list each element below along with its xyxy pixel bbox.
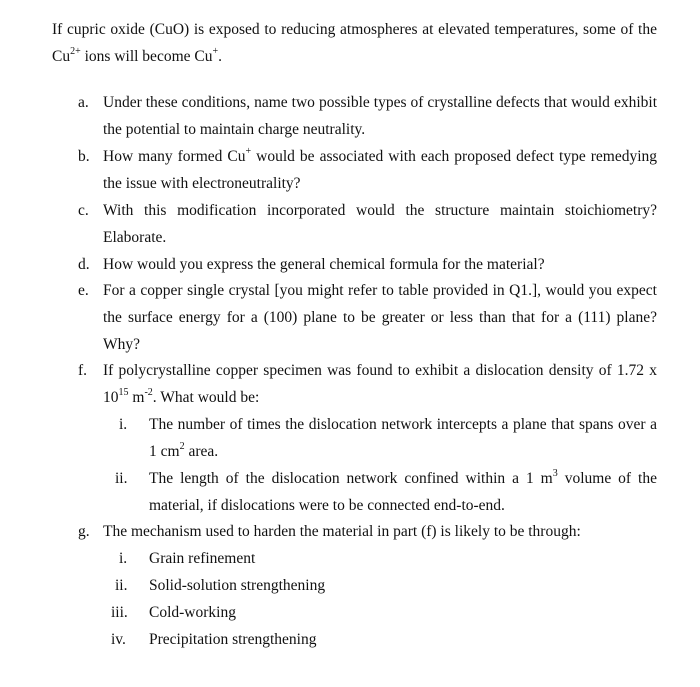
item-c-marker: c. — [78, 202, 89, 219]
item-g-line-1: The mechanism used to harden the material in part (f) is likely to be through: — [103, 523, 581, 540]
item-c-line-2: Elaborate. — [103, 229, 167, 246]
intro-line-1: If cupric oxide (CuO) is exposed to reducing atmospheres at elevated temperatures, some of the — [52, 21, 657, 38]
item-f-text: 10 — [103, 389, 119, 406]
item-f-text: m — [128, 389, 145, 406]
item-b-text: How many formed Cu — [103, 148, 246, 165]
item-a-line-2: the potential to maintain charge neutrality. — [103, 121, 366, 138]
superscript: 2+ — [70, 46, 81, 57]
option-label: Solid-solution strengthening — [149, 577, 326, 594]
superscript: -2 — [144, 387, 153, 398]
item-f-i-line-1: The number of times the dislocation network intercepts a plane that spans over a — [149, 416, 657, 433]
option-marker: iii. — [111, 604, 128, 621]
option-label: Precipitation strengthening — [149, 631, 317, 648]
item-d-marker: d. — [78, 256, 90, 273]
item-f-ii-text: volume of the — [557, 470, 657, 487]
intro-line-2 — [52, 43, 222, 70]
item-f-i-marker: i. — [119, 416, 128, 433]
superscript: + — [245, 146, 252, 157]
item-f-i-line-2 — [149, 438, 218, 465]
item-c-line-1: With this modification incorporated would the structure maintain stoichiometry? — [103, 202, 657, 219]
item-f-ii-text: The length of the dislocation network confined within a 1 m — [149, 470, 553, 487]
superscript: 15 — [118, 387, 129, 398]
item-b-marker: b. — [78, 148, 90, 165]
option-label: Grain refinement — [149, 550, 256, 567]
intro-text: Cu — [52, 48, 71, 65]
option-label: Cold-working — [149, 604, 236, 621]
item-b-text: would be associated with each proposed defect type remedying — [251, 148, 658, 165]
item-g-marker: g. — [78, 523, 90, 540]
item-f-line-1: If polycrystalline copper specimen was found to exhibit a dislocation density of 1.72 x — [103, 362, 657, 379]
option-marker: iv. — [111, 631, 126, 648]
item-f-line-2 — [103, 384, 259, 411]
item-a-marker: a. — [78, 94, 89, 111]
item-f-ii-line-2: material, if dislocations were to be connected end-to-end. — [149, 497, 505, 514]
item-e-line-2: the surface energy for a (100) plane to be greater or less than that for a (111) plane? — [103, 309, 657, 326]
item-e-line-3: Why? — [103, 336, 141, 353]
intro-text: . — [218, 48, 222, 65]
item-f-ii-line-1 — [149, 465, 657, 492]
intro-text: ions will become Cu — [80, 48, 213, 65]
option-marker: i. — [119, 550, 128, 567]
option-marker: ii. — [115, 577, 128, 594]
item-e-line-1: For a copper single crystal [you might refer to table provided in Q1.], would you expect — [103, 282, 657, 299]
item-f-text: . What would be: — [152, 389, 260, 406]
superscript: 3 — [552, 468, 558, 479]
item-a-line-1: Under these conditions, name two possible types of crystalline defects that would exhibit — [103, 94, 657, 111]
item-b-line-2: the issue with electroneutrality? — [103, 175, 301, 192]
item-e-marker: e. — [78, 282, 89, 299]
item-f-marker: f. — [78, 362, 88, 379]
item-f-i-text: 1 cm — [149, 443, 180, 460]
item-d-line-1: How would you express the general chemical formula for the material? — [103, 256, 545, 273]
superscript: + — [212, 46, 219, 57]
item-b-line-1 — [103, 143, 657, 170]
item-f-ii-marker: ii. — [115, 470, 128, 487]
item-f-i-text: area. — [184, 443, 219, 460]
superscript: 2 — [179, 441, 185, 452]
